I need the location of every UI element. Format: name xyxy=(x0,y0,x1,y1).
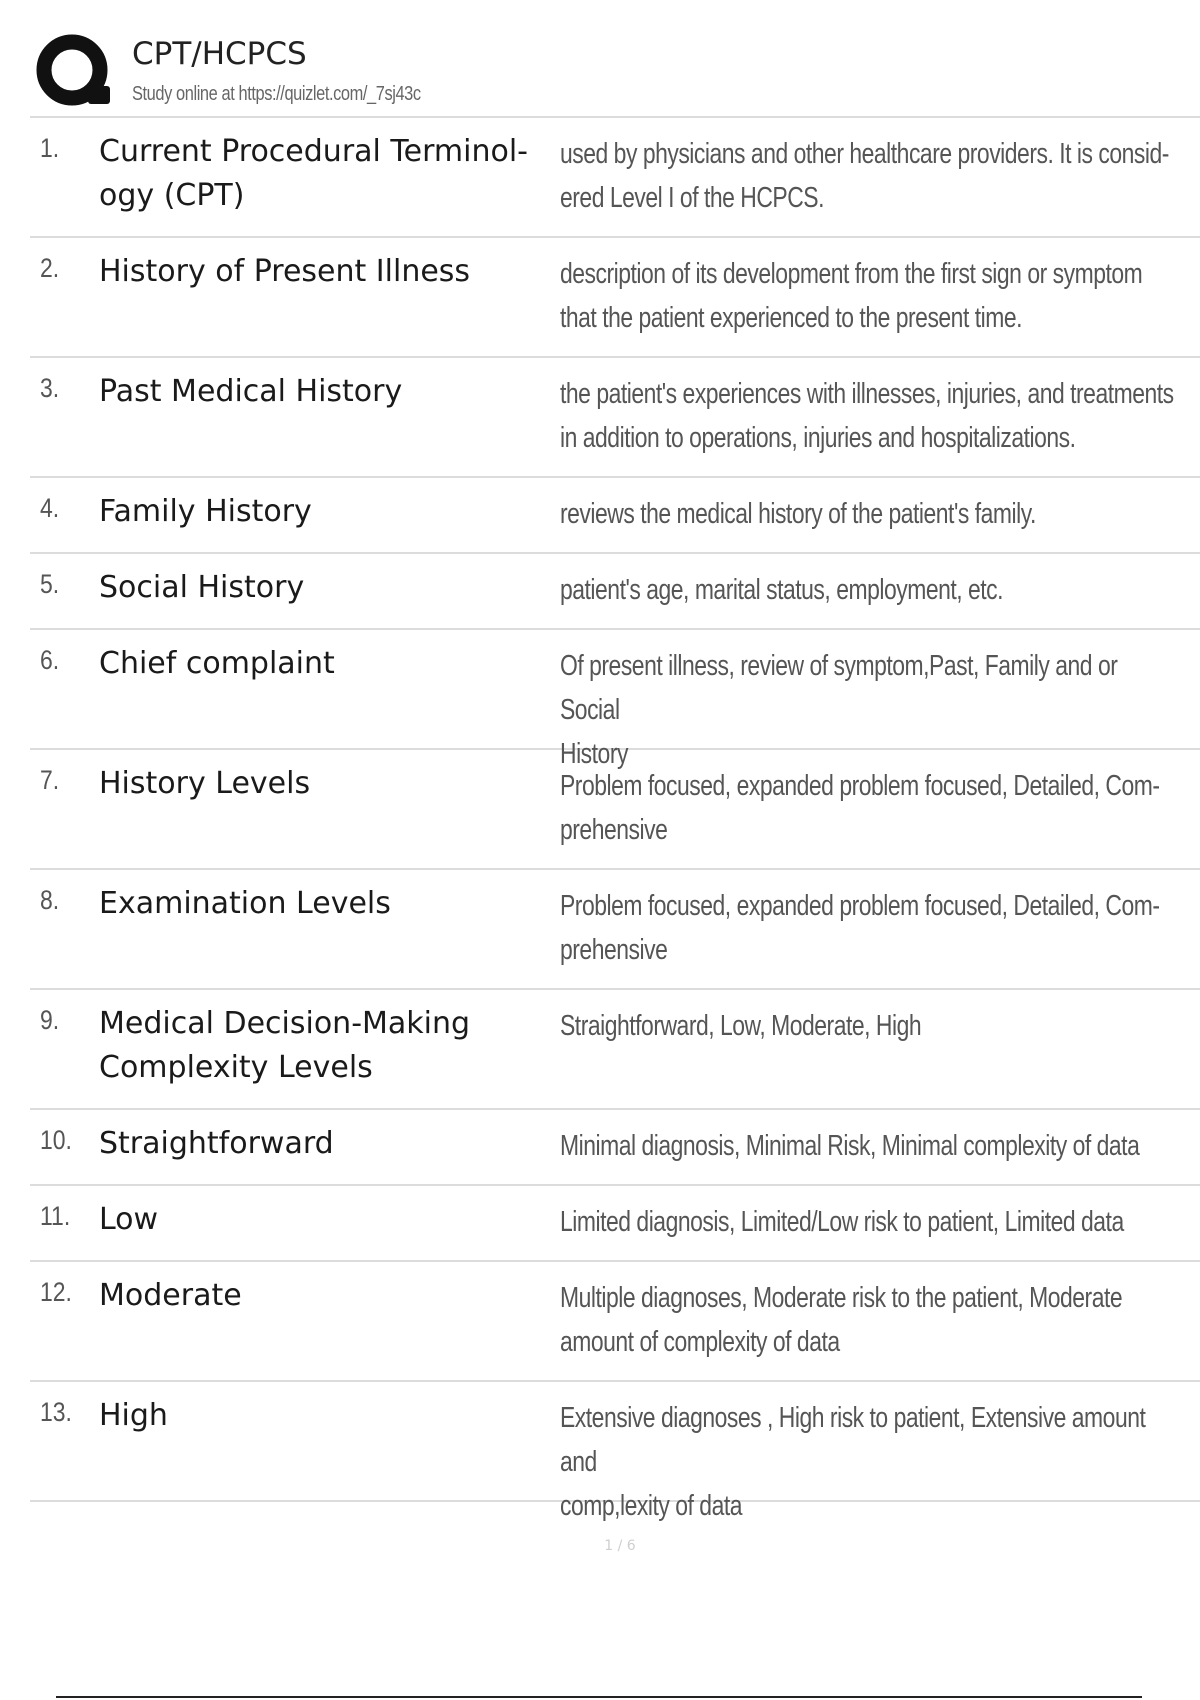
card-term: Family History xyxy=(99,494,312,529)
card-number: 3. xyxy=(40,373,60,403)
card-number: 9. xyxy=(40,1005,60,1035)
card-term: Straightforward xyxy=(99,1126,334,1161)
flashcard-row xyxy=(30,1110,1200,1186)
card-definition: used by physicians and other healthcare providers. It is consid- ered Level I of the HCPCS. xyxy=(560,138,1169,214)
card-term: History Levels xyxy=(99,766,311,801)
card-number: 12. xyxy=(40,1277,72,1307)
card-term: History of Present Illness xyxy=(99,254,471,289)
study-online-link-text: Study online at https://quizlet.com/_7sj43c xyxy=(132,83,421,105)
card-term: Social History xyxy=(99,570,305,605)
card-number: 6. xyxy=(40,645,60,675)
card-definition: Problem focused, expanded problem focused, Detailed, Com- prehensive xyxy=(560,890,1160,966)
card-definition: description of its development from the first sign or symptom that the patient experienced to the present time. xyxy=(560,258,1143,334)
card-definition: the patient's experiences with illnesses, injuries, and treatments in addition to operations, injuries and hospitalizations. xyxy=(560,378,1174,454)
card-term: High xyxy=(99,1398,168,1433)
card-definition: Limited diagnosis, Limited/Low risk to patient, Limited data xyxy=(560,1206,1124,1238)
card-term: Chief complaint xyxy=(99,646,335,681)
card-definition: Of present illness, review of symptom,Past, Family and or Social History xyxy=(560,650,1118,770)
flashcard-row xyxy=(30,1382,1200,1522)
card-number: 8. xyxy=(40,885,60,915)
flashcard-row xyxy=(30,1186,1200,1262)
card-definition: Minimal diagnosis, Minimal Risk, Minimal complexity of data xyxy=(560,1130,1140,1162)
quizlet-q-logo-icon xyxy=(34,34,138,116)
card-term: Past Medical History xyxy=(99,374,403,409)
flashcard-row xyxy=(30,870,1200,990)
card-number: 10. xyxy=(40,1125,72,1155)
card-number: 4. xyxy=(40,493,60,523)
card-definition: reviews the medical history of the patient's family. xyxy=(560,498,1036,530)
flashcard-row xyxy=(30,750,1200,870)
card-definition: patient's age, marital status, employment, etc. xyxy=(560,574,1004,606)
card-term: Moderate xyxy=(99,1278,242,1313)
flashcard-row xyxy=(30,1262,1200,1382)
card-definition: Multiple diagnoses, Moderate risk to the patient, Moderate amount of complexity of data xyxy=(560,1282,1123,1358)
flashcard-row xyxy=(30,630,1200,770)
flashcard-row xyxy=(30,990,1200,1110)
card-definition: Problem focused, expanded problem focused, Detailed, Com- prehensive xyxy=(560,770,1160,846)
card-definition: Extensive diagnoses , High risk to patient, Extensive amount and comp,lexity of data xyxy=(560,1402,1146,1522)
card-term: Examination Levels xyxy=(99,886,391,921)
flashcard-row xyxy=(30,358,1200,478)
card-definition: Straightforward, Low, Moderate, High xyxy=(560,1010,922,1042)
card-number: 2. xyxy=(40,253,60,283)
flashcard-row xyxy=(30,118,1200,238)
page-number: 1 / 6 xyxy=(604,1538,636,1554)
card-number: 13. xyxy=(40,1397,72,1427)
card-number: 11. xyxy=(40,1201,71,1231)
card-term: Medical Decision-Making Complexity Levels xyxy=(99,1006,471,1085)
card-term: Current Procedural Terminol- ogy (CPT) xyxy=(99,134,528,213)
flashcard-row xyxy=(30,478,1200,554)
card-number: 7. xyxy=(40,765,60,795)
page-header xyxy=(30,28,1200,118)
flashcard-row xyxy=(30,238,1200,358)
card-number: 5. xyxy=(40,569,60,599)
page-bottom-rule xyxy=(56,1696,1142,1698)
card-term: Low xyxy=(99,1202,159,1237)
flashcard-row xyxy=(30,554,1200,630)
set-title: CPT/HCPCS xyxy=(132,36,307,72)
flashcard-list xyxy=(30,118,1200,1522)
card-number: 1. xyxy=(40,133,60,163)
